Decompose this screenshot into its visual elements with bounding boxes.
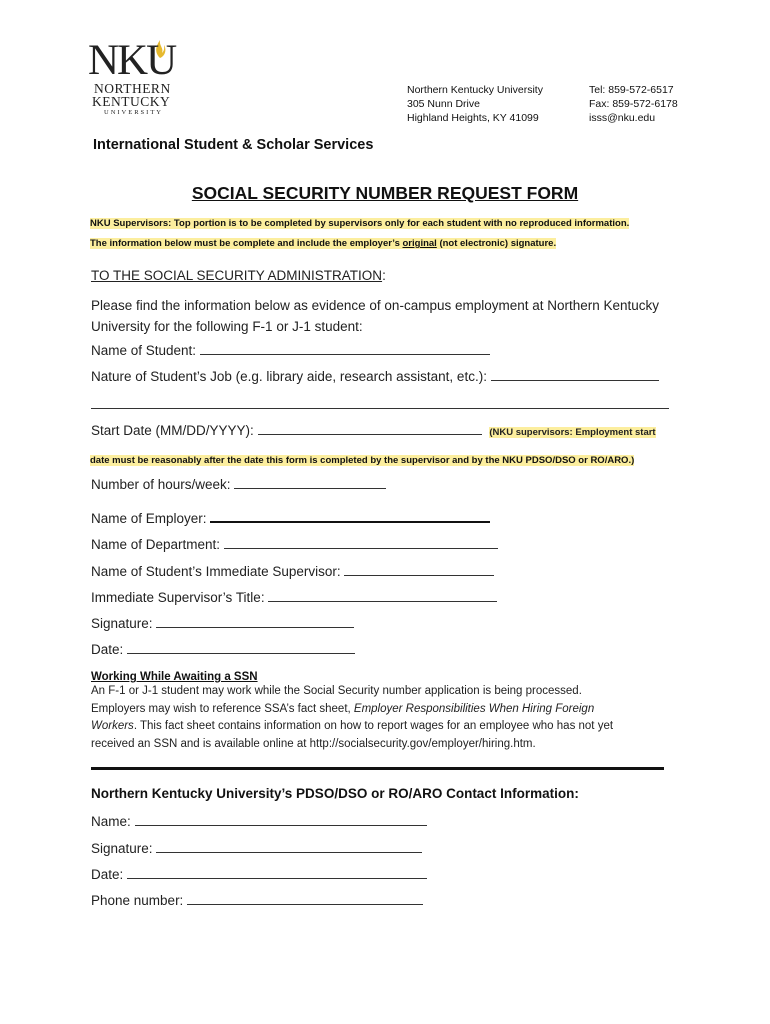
employer-field[interactable] <box>91 509 490 526</box>
start-date-note: (NKU supervisors: Employment start <box>489 427 656 438</box>
supervisor-field[interactable] <box>91 563 494 579</box>
start-date-label: Start Date (MM/DD/YYYY): <box>91 423 254 438</box>
department-line[interactable] <box>224 536 498 549</box>
supervisor-note-line2c: (not electronic) signature. <box>436 238 557 249</box>
supervisor-line[interactable] <box>344 563 494 576</box>
working-line2a: Employers may wish to reference SSA’s fact sheet, <box>91 702 354 715</box>
fax-number: Fax: 859-572-6178 <box>589 98 678 110</box>
address-line: 305 Nunn Drive <box>407 98 480 110</box>
job-nature-line[interactable] <box>491 368 659 381</box>
start-date-note-2 <box>90 450 634 468</box>
working-section <box>91 671 613 753</box>
date-line[interactable] <box>127 641 355 654</box>
fact-sheet-title: Employer Responsibilities When Hiring Foreign <box>353 702 595 715</box>
job-nature-line-2[interactable] <box>91 408 669 409</box>
employer-label: Name of Employer: <box>91 511 207 526</box>
student-name-line[interactable] <box>200 342 490 355</box>
start-date-line[interactable] <box>258 422 482 435</box>
email-address[interactable]: isss@nku.edu <box>589 112 656 124</box>
supervisor-label: Name of Student’s Immediate Supervisor: <box>91 564 341 579</box>
contact-phone-label: Phone number: <box>91 893 184 908</box>
signature-line[interactable] <box>156 615 354 628</box>
supervisor-title-label: Immediate Supervisor’s Title: <box>91 590 265 605</box>
to-ssa-heading <box>91 268 386 283</box>
supervisor-note-original: original <box>402 238 437 249</box>
office-name: International Student & Scholar Services <box>93 137 374 153</box>
contact-phone-field[interactable] <box>91 892 423 908</box>
start-date-field[interactable] <box>91 422 656 438</box>
contact-date-field[interactable] <box>91 866 427 882</box>
contact-block <box>589 83 678 125</box>
supervisor-note-line2a: The information below must be complete and include the employer’s <box>90 238 403 249</box>
contact-date-label: Date: <box>91 867 124 882</box>
contact-phone-line[interactable] <box>187 892 423 905</box>
fact-sheet-title-end: Workers <box>91 720 134 732</box>
hours-field[interactable] <box>91 476 386 492</box>
logo-line-northern: NORTHERN <box>94 81 171 96</box>
contact-signature-label: Signature: <box>91 841 153 856</box>
job-nature-field[interactable] <box>91 368 659 384</box>
to-ssa-colon: : <box>382 268 386 283</box>
working-line <box>91 718 613 736</box>
intro-line: University for the following F-1 or J-1 student: <box>91 319 363 334</box>
hours-label: Number of hours/week: <box>91 477 231 492</box>
phone-number: Tel: 859-572-6517 <box>589 84 674 96</box>
student-name-label: Name of Student: <box>91 343 197 358</box>
contact-name-line[interactable] <box>135 813 427 826</box>
hours-line[interactable] <box>234 476 386 489</box>
intro-paragraph <box>91 295 659 337</box>
start-date-note-line2: date must be reasonably after the date this form is completed by the supervisor and by the NKU PDSO/DSO or RO/ARO.) <box>90 455 635 466</box>
working-line: received an SSN and is available online at http://socialsecurity.gov/employer/hiring.htm. <box>91 737 536 750</box>
supervisor-note <box>90 213 629 253</box>
supervisor-title-field[interactable] <box>91 589 497 605</box>
supervisor-note-line1: NKU Supervisors: Top portion is to be completed by supervisors only for each student with no reproduced information. <box>90 218 630 229</box>
to-ssa-text: TO THE SOCIAL SECURITY ADMINISTRATION <box>91 268 383 283</box>
logo-line-university: UNIVERSITY <box>104 109 163 116</box>
contact-date-line[interactable] <box>127 866 427 879</box>
logo-mark: NKU <box>88 37 176 84</box>
contact-signature-line[interactable] <box>156 840 422 853</box>
contact-signature-field[interactable] <box>91 840 422 856</box>
working-line: An F-1 or J-1 student may work while the Social Security number application is being processed. <box>91 685 582 697</box>
logo-line-kentucky: KENTUCKY <box>92 94 171 109</box>
signature-label: Signature: <box>91 616 153 631</box>
intro-line: Please find the information below as evidence of on-campus employment at Northern Kentucky <box>91 298 660 313</box>
contact-section-title: Northern Kentucky University’s PDSO/DSO or RO/ARO Contact Information: <box>91 786 579 801</box>
employer-line[interactable] <box>210 509 490 523</box>
contact-name-label: Name: <box>91 814 131 829</box>
address-line: Highland Heights, KY 41099 <box>407 112 539 124</box>
date-field[interactable] <box>91 641 355 657</box>
date-label: Date: <box>91 642 124 657</box>
nku-logo <box>88 38 192 120</box>
department-label: Name of Department: <box>91 537 221 552</box>
address-line: Northern Kentucky University <box>407 84 543 96</box>
contact-name-field[interactable] <box>91 813 427 829</box>
job-nature-label: Nature of Student’s Job (e.g. library aide, research assistant, etc.): <box>91 369 487 384</box>
working-line <box>91 701 613 719</box>
working-heading: Working While Awaiting a SSN <box>91 671 258 683</box>
form-title: SOCIAL SECURITY NUMBER REQUEST FORM <box>191 183 579 203</box>
section-divider <box>91 767 664 770</box>
department-field[interactable] <box>91 536 498 552</box>
working-line3b: . This fact sheet contains information on how to report wages for an employee who has not yet <box>133 720 614 732</box>
supervisor-title-line[interactable] <box>268 589 497 602</box>
signature-field[interactable] <box>91 615 354 631</box>
student-name-field[interactable] <box>91 342 490 358</box>
address-block <box>407 83 543 125</box>
